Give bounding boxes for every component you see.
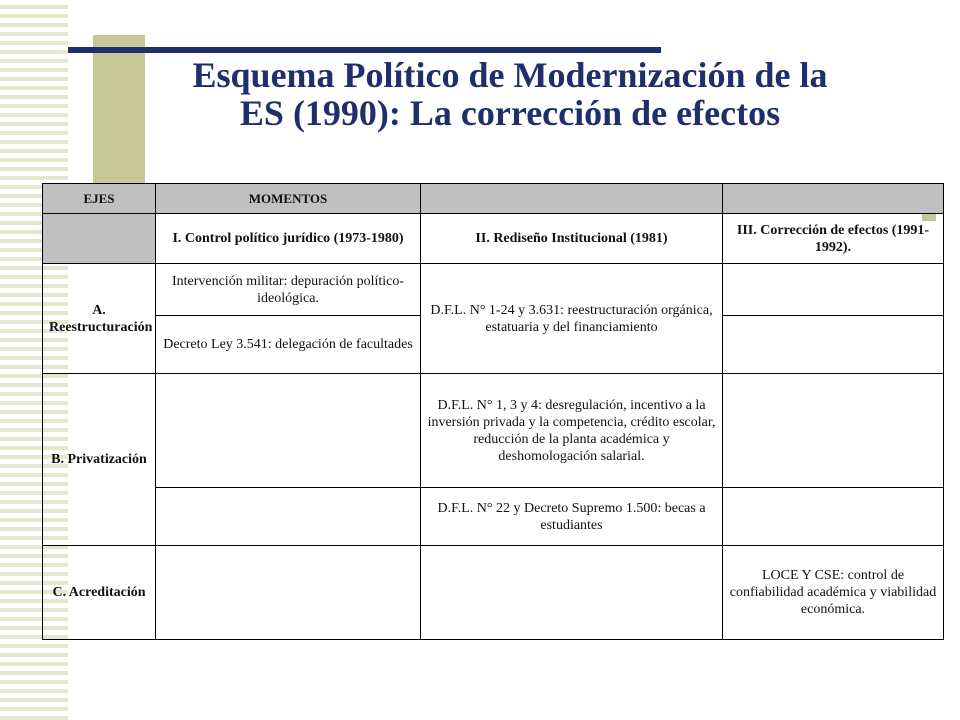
- header-empty-1: [421, 184, 723, 214]
- period-2: II. Rediseño Institucional (1981): [421, 214, 723, 264]
- table-row: [43, 374, 944, 488]
- slide-title: [150, 56, 870, 132]
- period-row-blank: [43, 214, 156, 264]
- cell-b-period2-row2: D.F.L. N° 22 y Decreto Supremo 1.500: becas a estudiantes: [421, 488, 723, 546]
- header-row: [43, 184, 944, 214]
- cell-c-period3: LOCE Y CSE: control de confiabilidad académica y viabilidad económica.: [723, 546, 944, 640]
- cell-a-period3-row1: [723, 264, 944, 316]
- table-row: [43, 546, 944, 640]
- table-row: [43, 488, 944, 546]
- title-line-2: ES (1990): La corrección de efectos: [239, 93, 781, 133]
- cell-c-period1: [156, 546, 421, 640]
- header-momentos: MOMENTOS: [156, 184, 421, 214]
- schema-table: [42, 183, 944, 640]
- period-1: I. Control político jurídico (1973-1980): [156, 214, 421, 264]
- header-empty-2: [723, 184, 944, 214]
- title-accent-bar: [68, 47, 661, 53]
- axis-c-label: C. Acreditación: [43, 546, 156, 640]
- cell-b-period3-row1: [723, 374, 944, 488]
- cell-b-period2-row1: D.F.L. N° 1, 3 y 4: desregulación, incentivo a la inversión privada y la competencia, crédito escolar, reducción de la planta académica y deshomologación salarial.: [421, 374, 723, 488]
- cell-a-period2: D.F.L. N° 1-24 y 3.631: reestructuración orgánica, estatuaria y del financiamiento: [421, 264, 723, 374]
- olive-accent-block: [93, 35, 145, 205]
- cell-a-period3-row2: [723, 316, 944, 374]
- title-line-1: Esquema Político de Modernización de la: [192, 55, 828, 95]
- axis-b-label: B. Privatización: [43, 374, 156, 546]
- table-row: [43, 264, 944, 316]
- cell-b-period1-row1: [156, 374, 421, 488]
- cell-b-period3-row2: [723, 488, 944, 546]
- period-3: III. Corrección de efectos (1991-1992).: [723, 214, 944, 264]
- cell-a-period1-row2: Decreto Ley 3.541: delegación de facultades: [156, 316, 421, 374]
- cell-a-period1-row1: Intervención militar: depuración político-ideológica.: [156, 264, 421, 316]
- cell-b-period1-row2: [156, 488, 421, 546]
- period-row: [43, 214, 944, 264]
- header-ejes: EJES: [43, 184, 156, 214]
- axis-a-label: A. Reestructuración: [43, 264, 156, 374]
- cell-c-period2: [421, 546, 723, 640]
